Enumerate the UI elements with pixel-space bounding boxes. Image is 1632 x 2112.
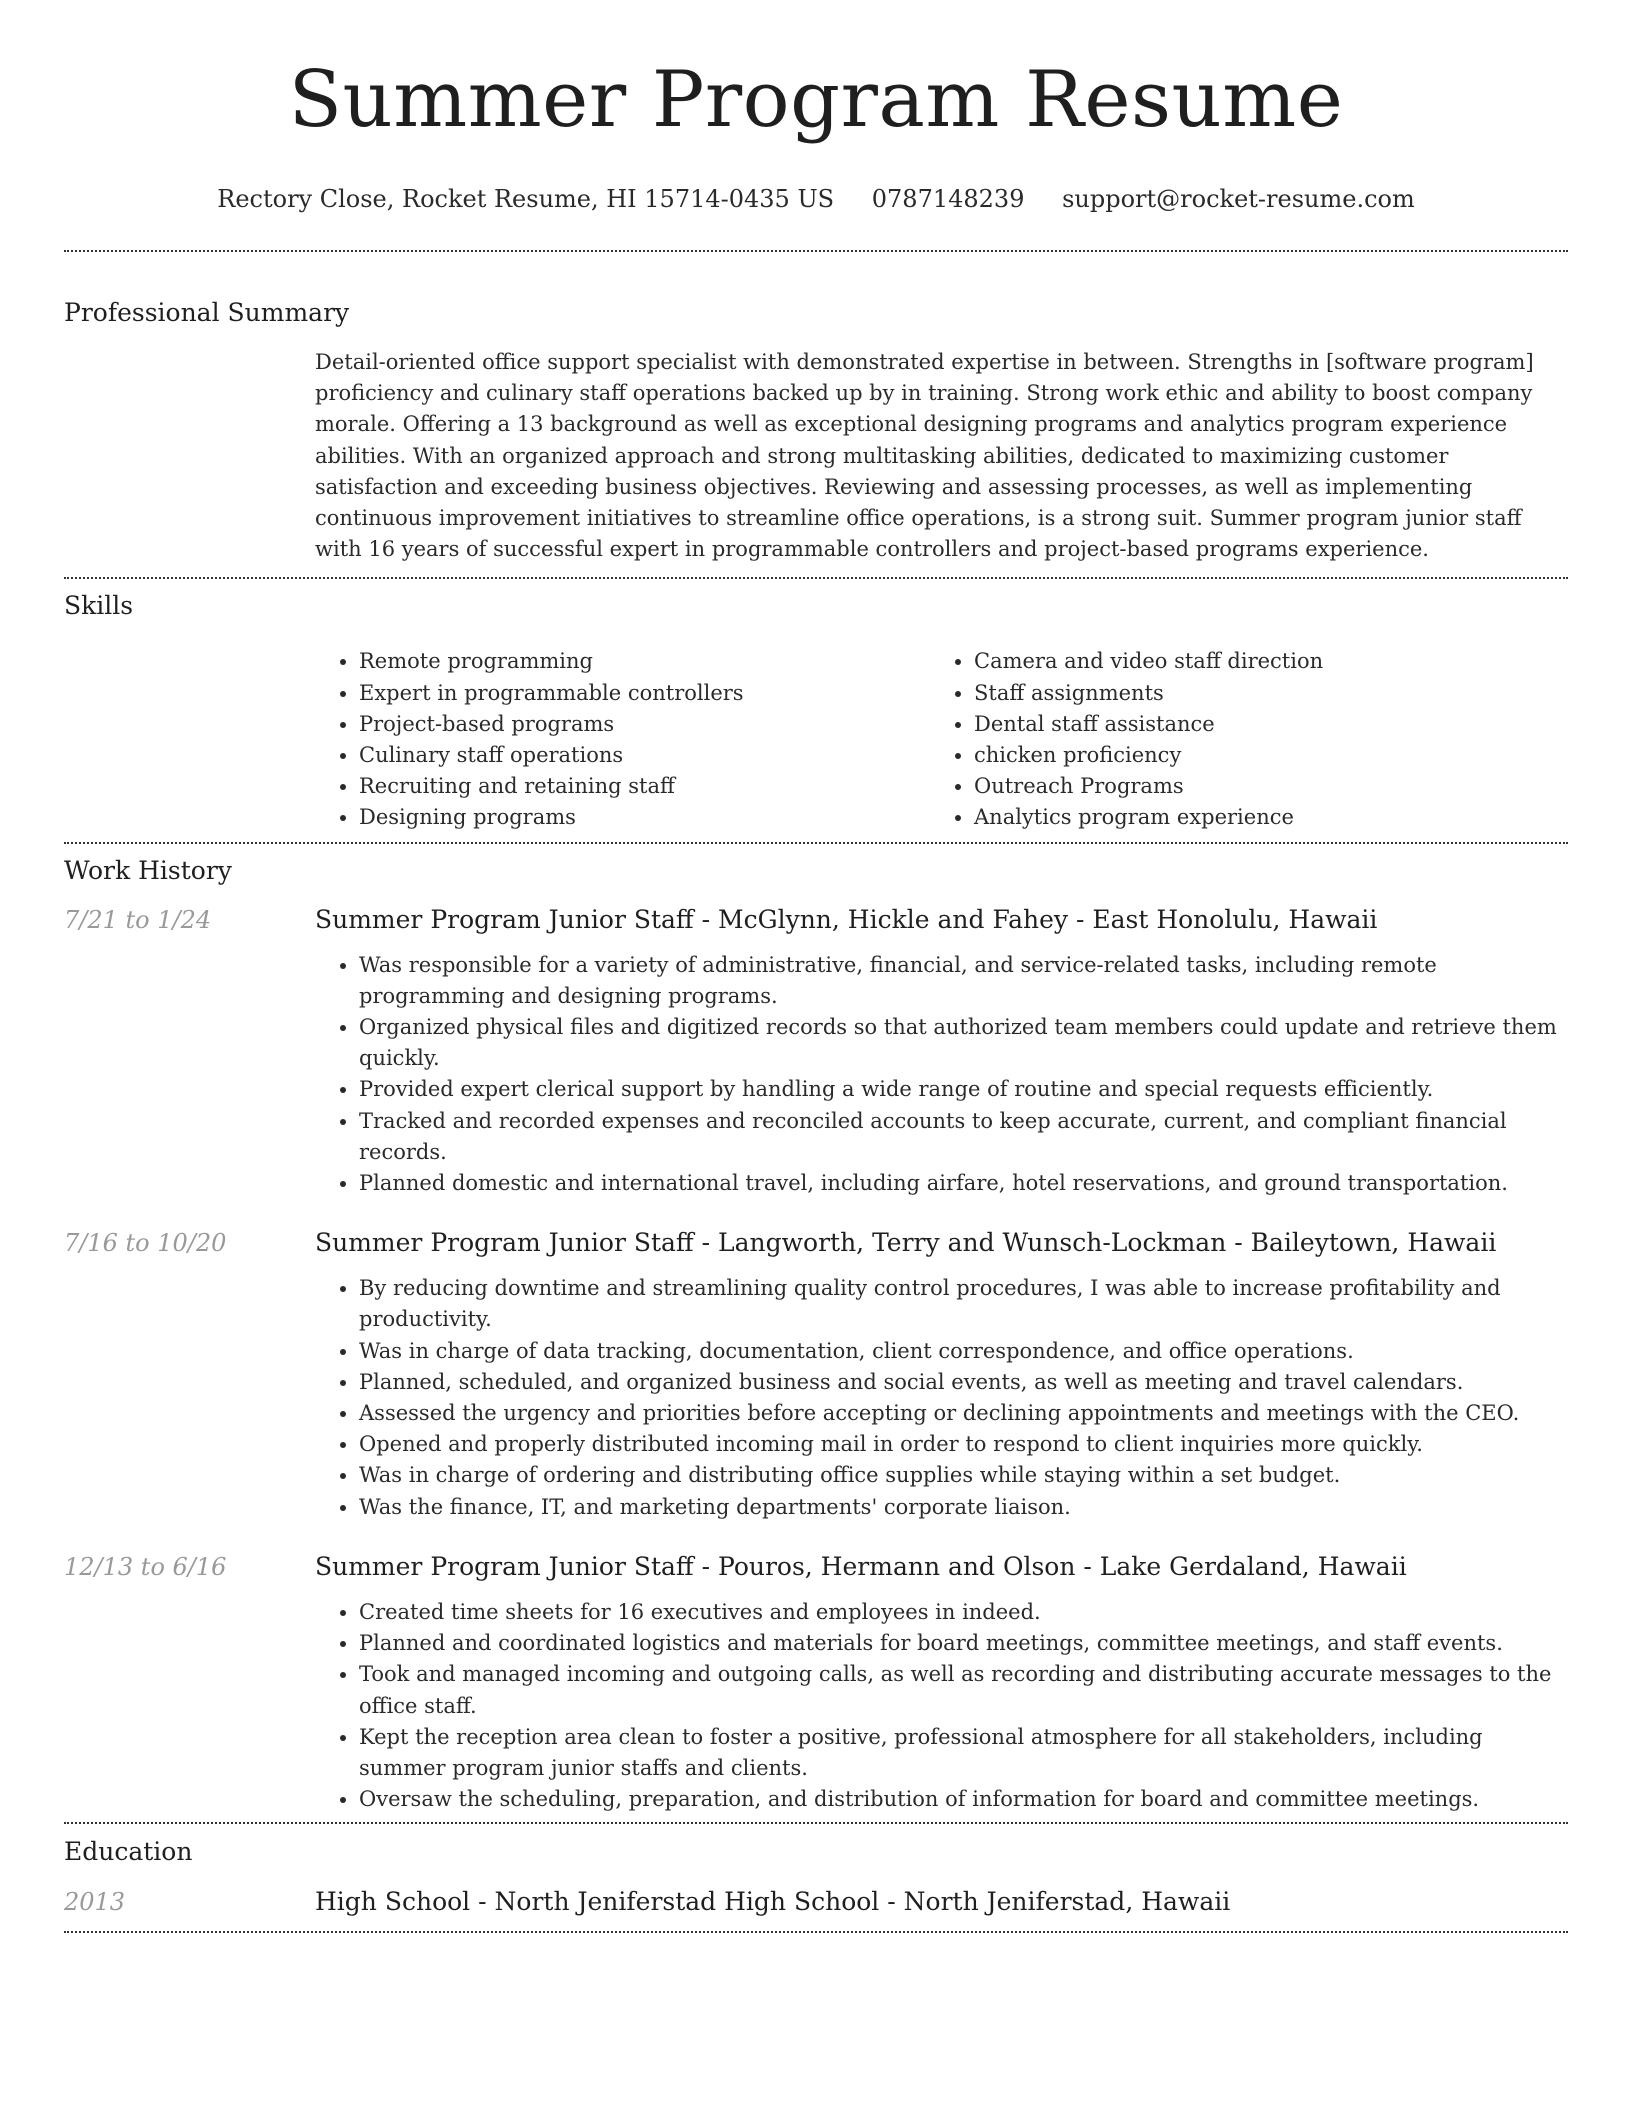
list-item: • Camera and video staff direction xyxy=(974,646,1545,677)
job-entry xyxy=(64,1226,1568,1523)
job-date: 7/21 to 1/24 xyxy=(64,905,212,934)
work-history-section xyxy=(64,853,1568,1816)
list-item: • Created time sheets for 16 executives and employees in indeed. xyxy=(359,1597,1568,1628)
list-item: • Expert in programmable controllers xyxy=(359,678,930,709)
divider xyxy=(64,1931,1568,1933)
list-item: • Opened and properly distributed incoming mail in order to respond to client inquiries more quickly. xyxy=(359,1429,1568,1460)
divider xyxy=(64,1822,1568,1824)
job-entry xyxy=(64,903,1568,1200)
skills-section xyxy=(64,588,1568,833)
divider xyxy=(64,250,1568,252)
education-list xyxy=(64,1885,1568,1919)
contact-address: Rectory Close, Rocket Resume, HI 15714-0435 US xyxy=(217,185,835,213)
summary-body xyxy=(315,347,1568,565)
job-date: 12/13 to 6/16 xyxy=(64,1552,227,1581)
list-item: • Took and managed incoming and outgoing calls, as well as recording and distributing accurate messages to the office staff. xyxy=(359,1659,1568,1721)
summary-text: Detail-oriented office support specialist with demonstrated expertise in between. Strengths in [software program] proficiency and culinary staff operations backed up by in training. Strong work ethic and ability to boost company morale. Offering a 13 background as well as exceptional designing programs and analytics program experience abilities. With an organized approach and strong multitasking abilities, dedicated to maximizing customer satisfaction and exceeding business objectives. Reviewing and assessing processes, as well as implementing continuous improvement initiatives to streamline office operations, is a strong suit. Summer program junior staff with 16 years of successful expert in programmable controllers and project-based programs experience. xyxy=(315,350,1534,562)
list-item: • Was in charge of data tracking, documentation, client correspondence, and office operations. xyxy=(359,1336,1568,1367)
skills-list-left xyxy=(315,646,930,833)
section-title-summary: Professional Summary xyxy=(64,298,350,327)
list-item: • Kept the reception area clean to foster a positive, professional atmosphere for all stakeholders, including summer program junior staffs and clients. xyxy=(359,1722,1568,1784)
list-item: • Was responsible for a variety of administrative, financial, and service-related tasks, including remote programming and designing programs. xyxy=(359,950,1568,1012)
resume-title: Summer Program Resume xyxy=(288,55,1344,145)
list-item: • Remote programming xyxy=(359,646,930,677)
divider xyxy=(64,842,1568,844)
skills-grid xyxy=(315,646,1568,833)
education-title: High School - North Jeniferstad High School - North Jeniferstad, Hawaii xyxy=(315,1887,1231,1917)
list-item: • By reducing downtime and streamlining quality control procedures, I was able to increase profitability and productivity. xyxy=(359,1273,1568,1335)
list-item: • Was the finance, IT, and marketing departments' corporate liaison. xyxy=(359,1492,1568,1523)
contact-phone: 0787148239 xyxy=(871,185,1025,213)
divider xyxy=(64,577,1568,579)
list-item: • Was in charge of ordering and distributing office supplies while staying within a set budget. xyxy=(359,1460,1568,1491)
list-item: • Planned domestic and international travel, including airfare, hotel reservations, and ground transportation. xyxy=(359,1168,1568,1199)
list-item: • chicken proficiency xyxy=(974,740,1545,771)
list-item: • Dental staff assistance xyxy=(974,709,1545,740)
job-title: Summer Program Junior Staff - McGlynn, Hickle and Fahey - East Honolulu, Hawaii xyxy=(315,904,1378,934)
list-item: • Recruiting and retaining staff xyxy=(359,771,930,802)
job-date: 7/16 to 10/20 xyxy=(64,1229,227,1258)
list-item: • Project-based programs xyxy=(359,709,930,740)
list-item: • Oversaw the scheduling, preparation, and distribution of information for board and committee meetings. xyxy=(359,1784,1568,1815)
list-item: • Provided expert clerical support by handling a wide range of routine and special requests efficiently. xyxy=(359,1074,1568,1105)
section-title-skills: Skills xyxy=(64,591,134,621)
list-item: • Analytics program experience xyxy=(974,802,1545,833)
education-date: 2013 xyxy=(64,1888,126,1917)
job-title: Summer Program Junior Staff - Pouros, Hermann and Olson - Lake Gerdaland, Hawaii xyxy=(315,1551,1407,1581)
job-bullets xyxy=(315,1273,1568,1523)
contact-line xyxy=(64,182,1568,216)
list-item: • Staff assignments xyxy=(974,678,1545,709)
job-bullets xyxy=(315,950,1568,1200)
summary-section xyxy=(64,295,1568,565)
list-item: • Assessed the urgency and priorities before accepting or declining appointments and meetings with the CEO. xyxy=(359,1398,1568,1429)
list-item: • Planned and coordinated logistics and materials for board meetings, committee meetings, and staff events. xyxy=(359,1628,1568,1659)
list-item: • Tracked and recorded expenses and reconciled accounts to keep accurate, current, and compliant financial records. xyxy=(359,1106,1568,1168)
list-item: • Outreach Programs xyxy=(974,771,1545,802)
list-item: • Planned, scheduled, and organized business and social events, as well as meeting and travel calendars. xyxy=(359,1367,1568,1398)
list-item: • Organized physical files and digitized records so that authorized team members could update and retrieve them quickly. xyxy=(359,1012,1568,1074)
section-title-education: Education xyxy=(64,1837,193,1867)
job-title: Summer Program Junior Staff - Langworth, Terry and Wunsch-Lockman - Baileytown, Hawaii xyxy=(315,1228,1497,1258)
contact-email: support@rocket-resume.com xyxy=(1062,185,1415,213)
list-item: • Designing programs xyxy=(359,802,930,833)
education-entry xyxy=(64,1885,1568,1919)
skills-list-right xyxy=(930,646,1545,833)
education-section xyxy=(64,1834,1568,1919)
section-title-work: Work History xyxy=(64,855,232,885)
jobs-list xyxy=(64,903,1568,1816)
list-item: • Culinary staff operations xyxy=(359,740,930,771)
job-bullets xyxy=(315,1597,1568,1815)
job-entry xyxy=(64,1550,1568,1815)
